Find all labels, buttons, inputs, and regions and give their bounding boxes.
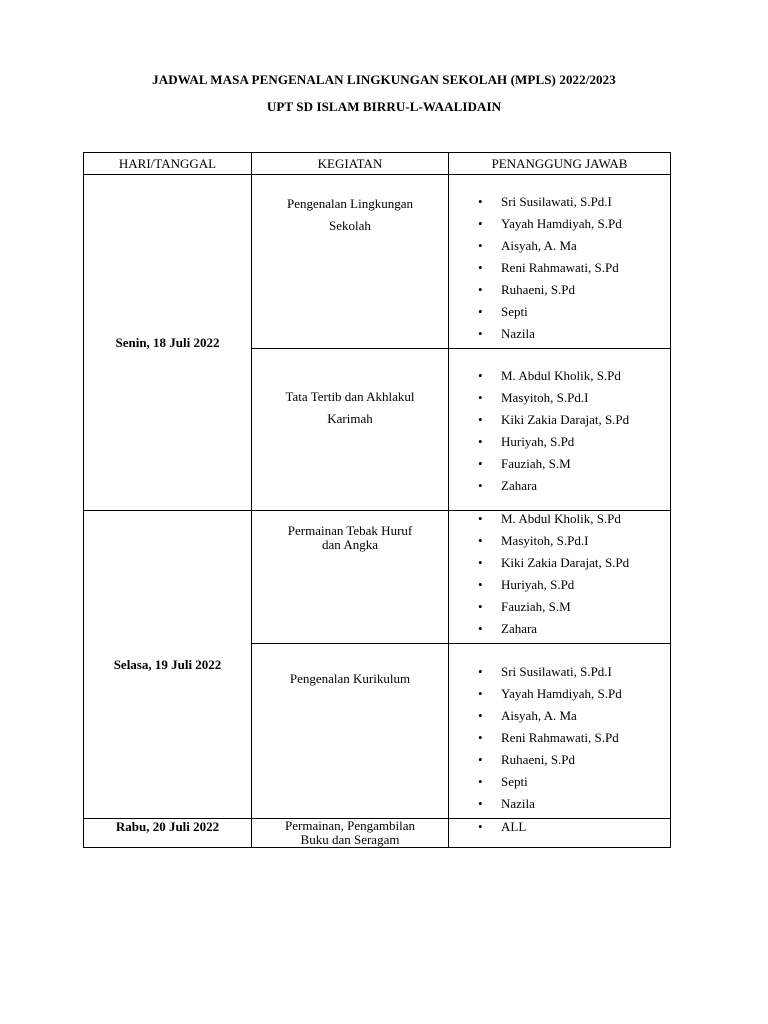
list-item: • Fauziah, S.M — [449, 453, 670, 475]
list-item: • Huriyah, S.Pd — [449, 574, 670, 596]
table-row — [84, 175, 671, 349]
table-row — [84, 819, 671, 848]
list-item: • Huriyah, S.Pd — [449, 431, 670, 453]
activity-line: Permainan, Pengambilan — [285, 818, 415, 833]
list-item: • Fauziah, S.M — [449, 596, 670, 618]
list-item: • Aisyah, A. Ma — [449, 705, 670, 727]
responsible-cell — [449, 175, 671, 349]
list-item: • Nazila — [449, 793, 670, 815]
day-cell — [84, 175, 252, 511]
activity-line: Tata Tertib dan Akhlakul — [285, 389, 415, 404]
day-date: Rabu, 20 Juli 2022 — [115, 819, 220, 834]
day-date: Senin, 18 Juli 2022 — [115, 334, 220, 350]
responsible-cell — [449, 511, 671, 644]
activity-line: Karimah — [327, 411, 373, 426]
table-header-row — [84, 153, 671, 175]
list-item: • Septi — [449, 301, 670, 323]
list-item: • M. Abdul Kholik, S.Pd — [449, 365, 670, 387]
activity-cell — [252, 511, 449, 644]
activity-line: Pengenalan Kurikulum — [289, 671, 411, 686]
list-item: • ALL — [449, 816, 670, 838]
list-item: • Masyitoh, S.Pd.I — [449, 387, 670, 409]
day-date: Selasa, 19 Juli 2022 — [113, 656, 222, 672]
header-penanggung-jawab: PENANGGUNG JAWAB — [449, 153, 671, 175]
header-kegiatan: KEGIATAN — [252, 153, 449, 175]
activity-line: Permainan Tebak Huruf — [287, 523, 413, 538]
list-item: • Zahara — [449, 475, 670, 497]
activity-line: dan Angka — [322, 537, 378, 552]
day-cell — [84, 511, 252, 819]
activity-cell — [252, 175, 449, 349]
activity-cell — [252, 819, 449, 848]
list-item: • Ruhaeni, S.Pd — [449, 279, 670, 301]
list-item: • Nazila — [449, 323, 670, 345]
list-item: • Sri Susilawati, S.Pd.I — [449, 661, 670, 683]
activity-line: Pengenalan Lingkungan — [287, 196, 413, 211]
list-item: • Sri Susilawati, S.Pd.I — [449, 191, 670, 213]
list-item: • Masyitoh, S.Pd.I — [449, 530, 670, 552]
list-item: • Yayah Hamdiyah, S.Pd — [449, 683, 670, 705]
list-item: • Reni Rahmawati, S.Pd — [449, 727, 670, 749]
document-title: JADWAL MASA PENGENALAN LINGKUNGAN SEKOLAH (MPLS) 2022/2023 — [152, 72, 616, 87]
list-item: • Septi — [449, 771, 670, 793]
activity-line: Buku dan Seragam — [300, 832, 400, 847]
list-item: • Ruhaeni, S.Pd — [449, 749, 670, 771]
list-item: • Aisyah, A. Ma — [449, 235, 670, 257]
list-item: • M. Abdul Kholik, S.Pd — [449, 508, 670, 530]
responsible-cell — [449, 349, 671, 511]
day-cell — [84, 819, 252, 848]
table-row — [84, 511, 671, 644]
list-item: • Yayah Hamdiyah, S.Pd — [449, 213, 670, 235]
responsible-cell — [449, 644, 671, 819]
list-item: • Zahara — [449, 618, 670, 640]
list-item: • Kiki Zakia Darajat, S.Pd — [449, 409, 670, 431]
list-item: • Kiki Zakia Darajat, S.Pd — [449, 552, 670, 574]
school-name: UPT SD ISLAM BIRRU-L-WAALIDAIN — [266, 99, 502, 114]
schedule-table — [83, 152, 671, 848]
activity-cell — [252, 644, 449, 819]
activity-cell — [252, 349, 449, 511]
header-hari-tanggal: HARI/TANGGAL — [84, 153, 252, 175]
list-item: • Reni Rahmawati, S.Pd — [449, 257, 670, 279]
activity-line: Sekolah — [329, 218, 371, 233]
responsible-cell — [449, 819, 671, 848]
